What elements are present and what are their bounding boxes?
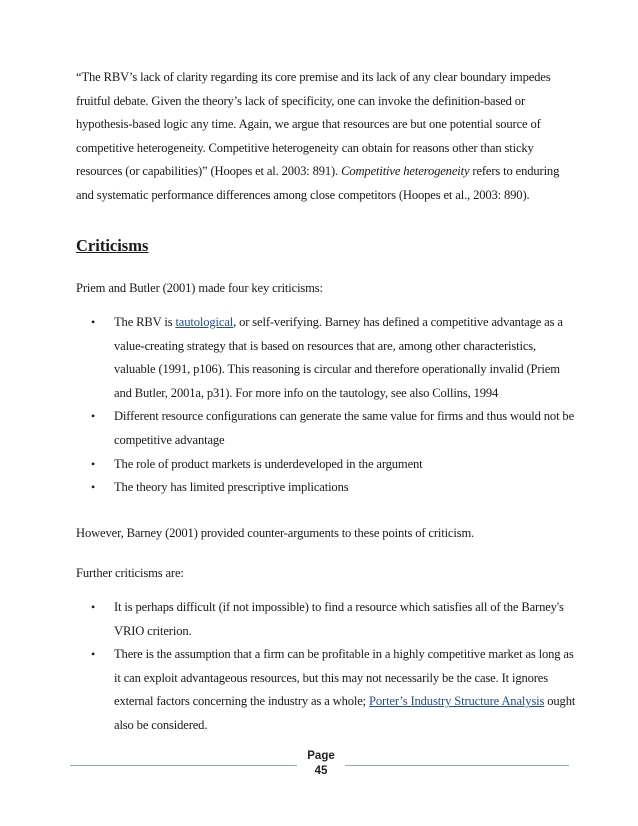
porters-analysis-link[interactable]: Porter’s Industry Structure Analysis — [369, 694, 545, 709]
list-item — [76, 405, 576, 452]
bullet-icon: • — [91, 480, 96, 495]
quote-text-end: refers to enduring and systematic performance differences among close competitors (Hoopes et al., 2003: 890). — [76, 164, 560, 202]
quote-paragraph — [76, 66, 576, 208]
quote-text: “The RBV’s lack of clarity regarding its core premise and its lack of any clear boundary impedes fruitful debate. Given the theory’s lack of specificity, one can invoke the definition-based or hypothesis-based logic any time. Again, we argue that resources are but one potential source of competitive heterogeneity. Competitive heterogeneity can obtain for reasons other than sticky resources (or capabilities)” (Hoopes et al. 2003: 891). — [76, 70, 551, 179]
list-item — [76, 476, 576, 500]
list-item — [76, 311, 576, 405]
page-number-text: 45 — [314, 765, 328, 777]
list-item-text: The theory has limited prescriptive implications — [114, 480, 349, 495]
section-heading: Criticisms — [76, 236, 149, 255]
criticisms-list — [76, 311, 576, 500]
list-item-text: The role of product markets is underdeveloped in the argument — [114, 456, 423, 471]
list-item-text: There is the assumption that a firm can be profitable in a highly competitive market as long as it can exploit advantageous resources, but this may not necessarily be the case. It ignores external factors concerning the industry as a whole; — [114, 647, 574, 709]
bullet-icon: • — [91, 647, 96, 662]
footer-rule-right — [345, 765, 569, 766]
bullet-icon: • — [91, 456, 96, 471]
list-item-text: Different resource configurations can generate the same value for firms and thus would not be competitive advantage — [114, 409, 575, 447]
list-item-text: The RBV is — [114, 315, 176, 329]
italic-term: Competitive heterogeneity — [341, 164, 470, 179]
tautological-link[interactable]: tautological — [175, 315, 234, 329]
intro-paragraph: Priem and Butler (2001) made four key criticisms: — [76, 281, 323, 295]
bullet-icon: • — [91, 315, 96, 329]
counter-paragraph: However, Barney (2001) provided counter-arguments to these points of criticism. — [76, 526, 475, 540]
further-criticisms-list — [76, 596, 576, 738]
footer-rule-left — [70, 765, 297, 766]
list-item-text: It is perhaps difficult (if not impossible) to find a resource which satisfies all of the Barney's VRIO criterion. — [114, 600, 564, 638]
further-intro-paragraph: Further criticisms are: — [76, 566, 184, 580]
page-number — [300, 749, 342, 779]
list-item-text: ought also be considered. — [114, 694, 576, 732]
list-item-text: , or self-verifying. Barney has defined a competitive advantage as a value-creating strategy that is based on resources that are, among other characteristics, valuable (1991, p106). This reasoning is circular and therefore operationally invalid (Priem and Butler, 2001a, p31). For more info on the tautology, see also Collins, 1994 — [114, 315, 563, 400]
list-item — [76, 453, 576, 477]
bullet-icon: • — [91, 600, 96, 614]
page-label-text: Page — [307, 750, 335, 762]
list-item — [76, 596, 576, 643]
bullet-icon: • — [91, 409, 96, 424]
list-item — [76, 643, 576, 737]
